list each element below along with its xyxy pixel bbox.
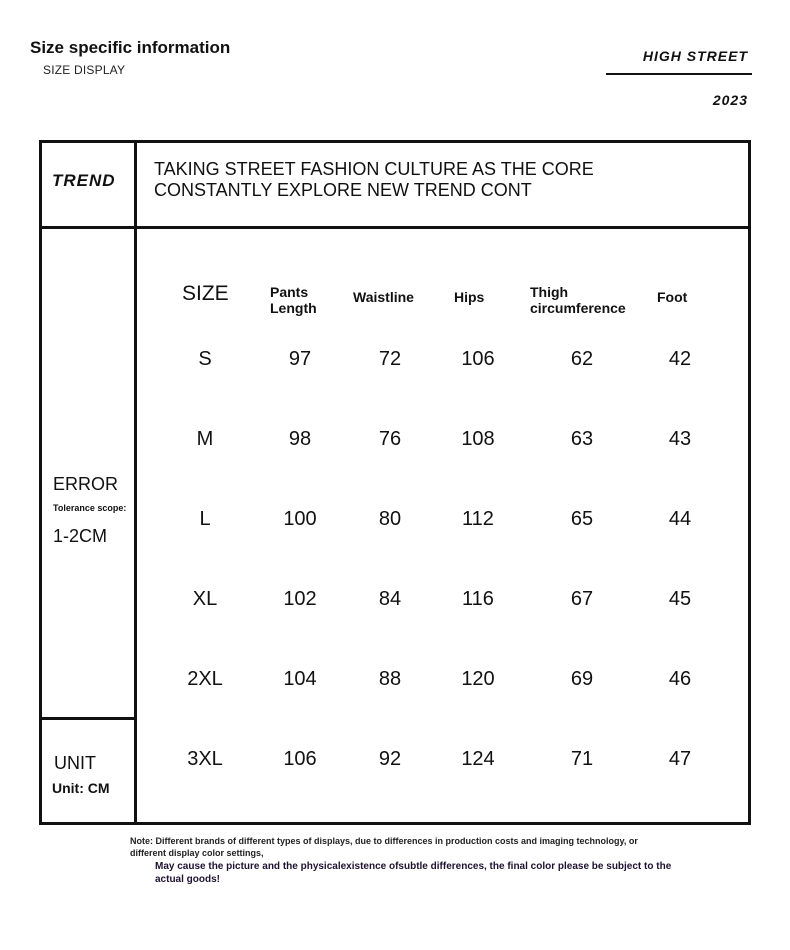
frame-divider-vertical — [134, 143, 137, 822]
column-header-waistline — [353, 289, 414, 305]
table-cell-pants-length: 98 — [288, 428, 312, 450]
table-cell-foot: 45 — [668, 588, 692, 610]
trend-tag: TREND — [52, 171, 116, 190]
column-header-line: Hips — [454, 289, 485, 305]
column-header-line: circumference — [530, 300, 626, 316]
table-cell-foot: 44 — [668, 508, 692, 530]
table-cell-size: L — [199, 508, 211, 530]
table-cell-waistline: 76 — [378, 428, 402, 450]
table-cell-thigh-circumference: 65 — [570, 508, 594, 530]
table-cell-foot: 42 — [668, 348, 692, 370]
column-header-line: Thigh — [530, 284, 569, 300]
table-cell-pants-length: 102 — [283, 588, 317, 610]
table-cell-hips: 108 — [461, 428, 495, 450]
disclaimer-note: Note: Different brands of different types of displays, due to differences in production costs and imaging technology, or different display color settings, — [130, 836, 638, 858]
column-header-line: Length — [270, 300, 317, 316]
table-cell-waistline: 92 — [378, 748, 402, 770]
page-heading: Size specific information — [30, 38, 231, 57]
table-cell-waistline: 80 — [378, 508, 402, 530]
error-heading: ERROR — [53, 474, 119, 494]
frame-divider-left — [42, 717, 134, 720]
table-cell-foot: 43 — [668, 428, 692, 450]
table-cell-size: 3XL — [187, 748, 223, 770]
column-header-foot — [657, 289, 687, 305]
column-header-hips — [454, 289, 484, 305]
table-cell-thigh-circumference: 67 — [570, 588, 594, 610]
slogan-line-1: TAKING STREET FASHION CULTURE AS THE CORE — [154, 159, 594, 179]
table-cell-foot: 47 — [668, 748, 692, 770]
table-cell-pants-length: 106 — [283, 748, 317, 770]
column-header-pants-length — [270, 284, 317, 316]
table-cell-size: S — [198, 348, 212, 370]
slogan-line-2: CONSTANTLY EXPLORE NEW TREND CONT — [154, 180, 532, 200]
table-cell-hips: 112 — [462, 508, 494, 530]
table-cell-size: 2XL — [187, 668, 223, 690]
table-cell-thigh-circumference: 62 — [570, 348, 594, 370]
column-header-line: Foot — [657, 289, 688, 305]
tolerance-label: Tolerance scope: — [53, 503, 127, 513]
column-header-thigh-circumference — [530, 284, 626, 316]
slogan — [154, 159, 594, 201]
table-cell-waistline: 72 — [378, 348, 402, 370]
table-cell-thigh-circumference: 71 — [570, 748, 594, 770]
page-subheading: SIZE DISPLAY — [43, 63, 126, 77]
unit-heading: UNIT — [54, 753, 96, 773]
column-header-line: SIZE — [182, 282, 229, 305]
table-cell-hips: 124 — [461, 748, 495, 770]
table-cell-size: M — [196, 428, 214, 450]
table-cell-thigh-circumference: 69 — [570, 668, 594, 690]
tolerance-value: 1-2CM — [53, 526, 108, 546]
table-cell-thigh-circumference: 63 — [570, 428, 594, 450]
size-chart-frame — [39, 140, 751, 825]
table-cell-pants-length: 97 — [288, 348, 312, 370]
table-cell-pants-length: 104 — [283, 668, 317, 690]
table-cell-hips: 106 — [461, 348, 495, 370]
brand-underline — [606, 73, 752, 75]
table-cell-hips: 120 — [461, 668, 495, 690]
disclaimer-note-continued: May cause the picture and the physicalexistence ofsubtle differences, the final color please be subject to the actual goods! — [155, 861, 672, 885]
column-header-line: Waistline — [353, 289, 414, 305]
table-cell-pants-length: 100 — [283, 508, 317, 530]
table-cell-waistline: 84 — [378, 588, 402, 610]
table-cell-foot: 46 — [668, 668, 692, 690]
column-header-line: Pants — [270, 284, 309, 300]
year-label: 2023 — [712, 92, 748, 108]
table-cell-hips: 116 — [462, 588, 494, 610]
brand-label: HIGH STREET — [642, 48, 748, 64]
table-cell-waistline: 88 — [378, 668, 402, 690]
table-cell-size: XL — [192, 588, 218, 610]
frame-divider-horizontal — [42, 226, 748, 229]
column-header-size — [182, 282, 229, 305]
unit-value: Unit: CM — [52, 780, 110, 796]
